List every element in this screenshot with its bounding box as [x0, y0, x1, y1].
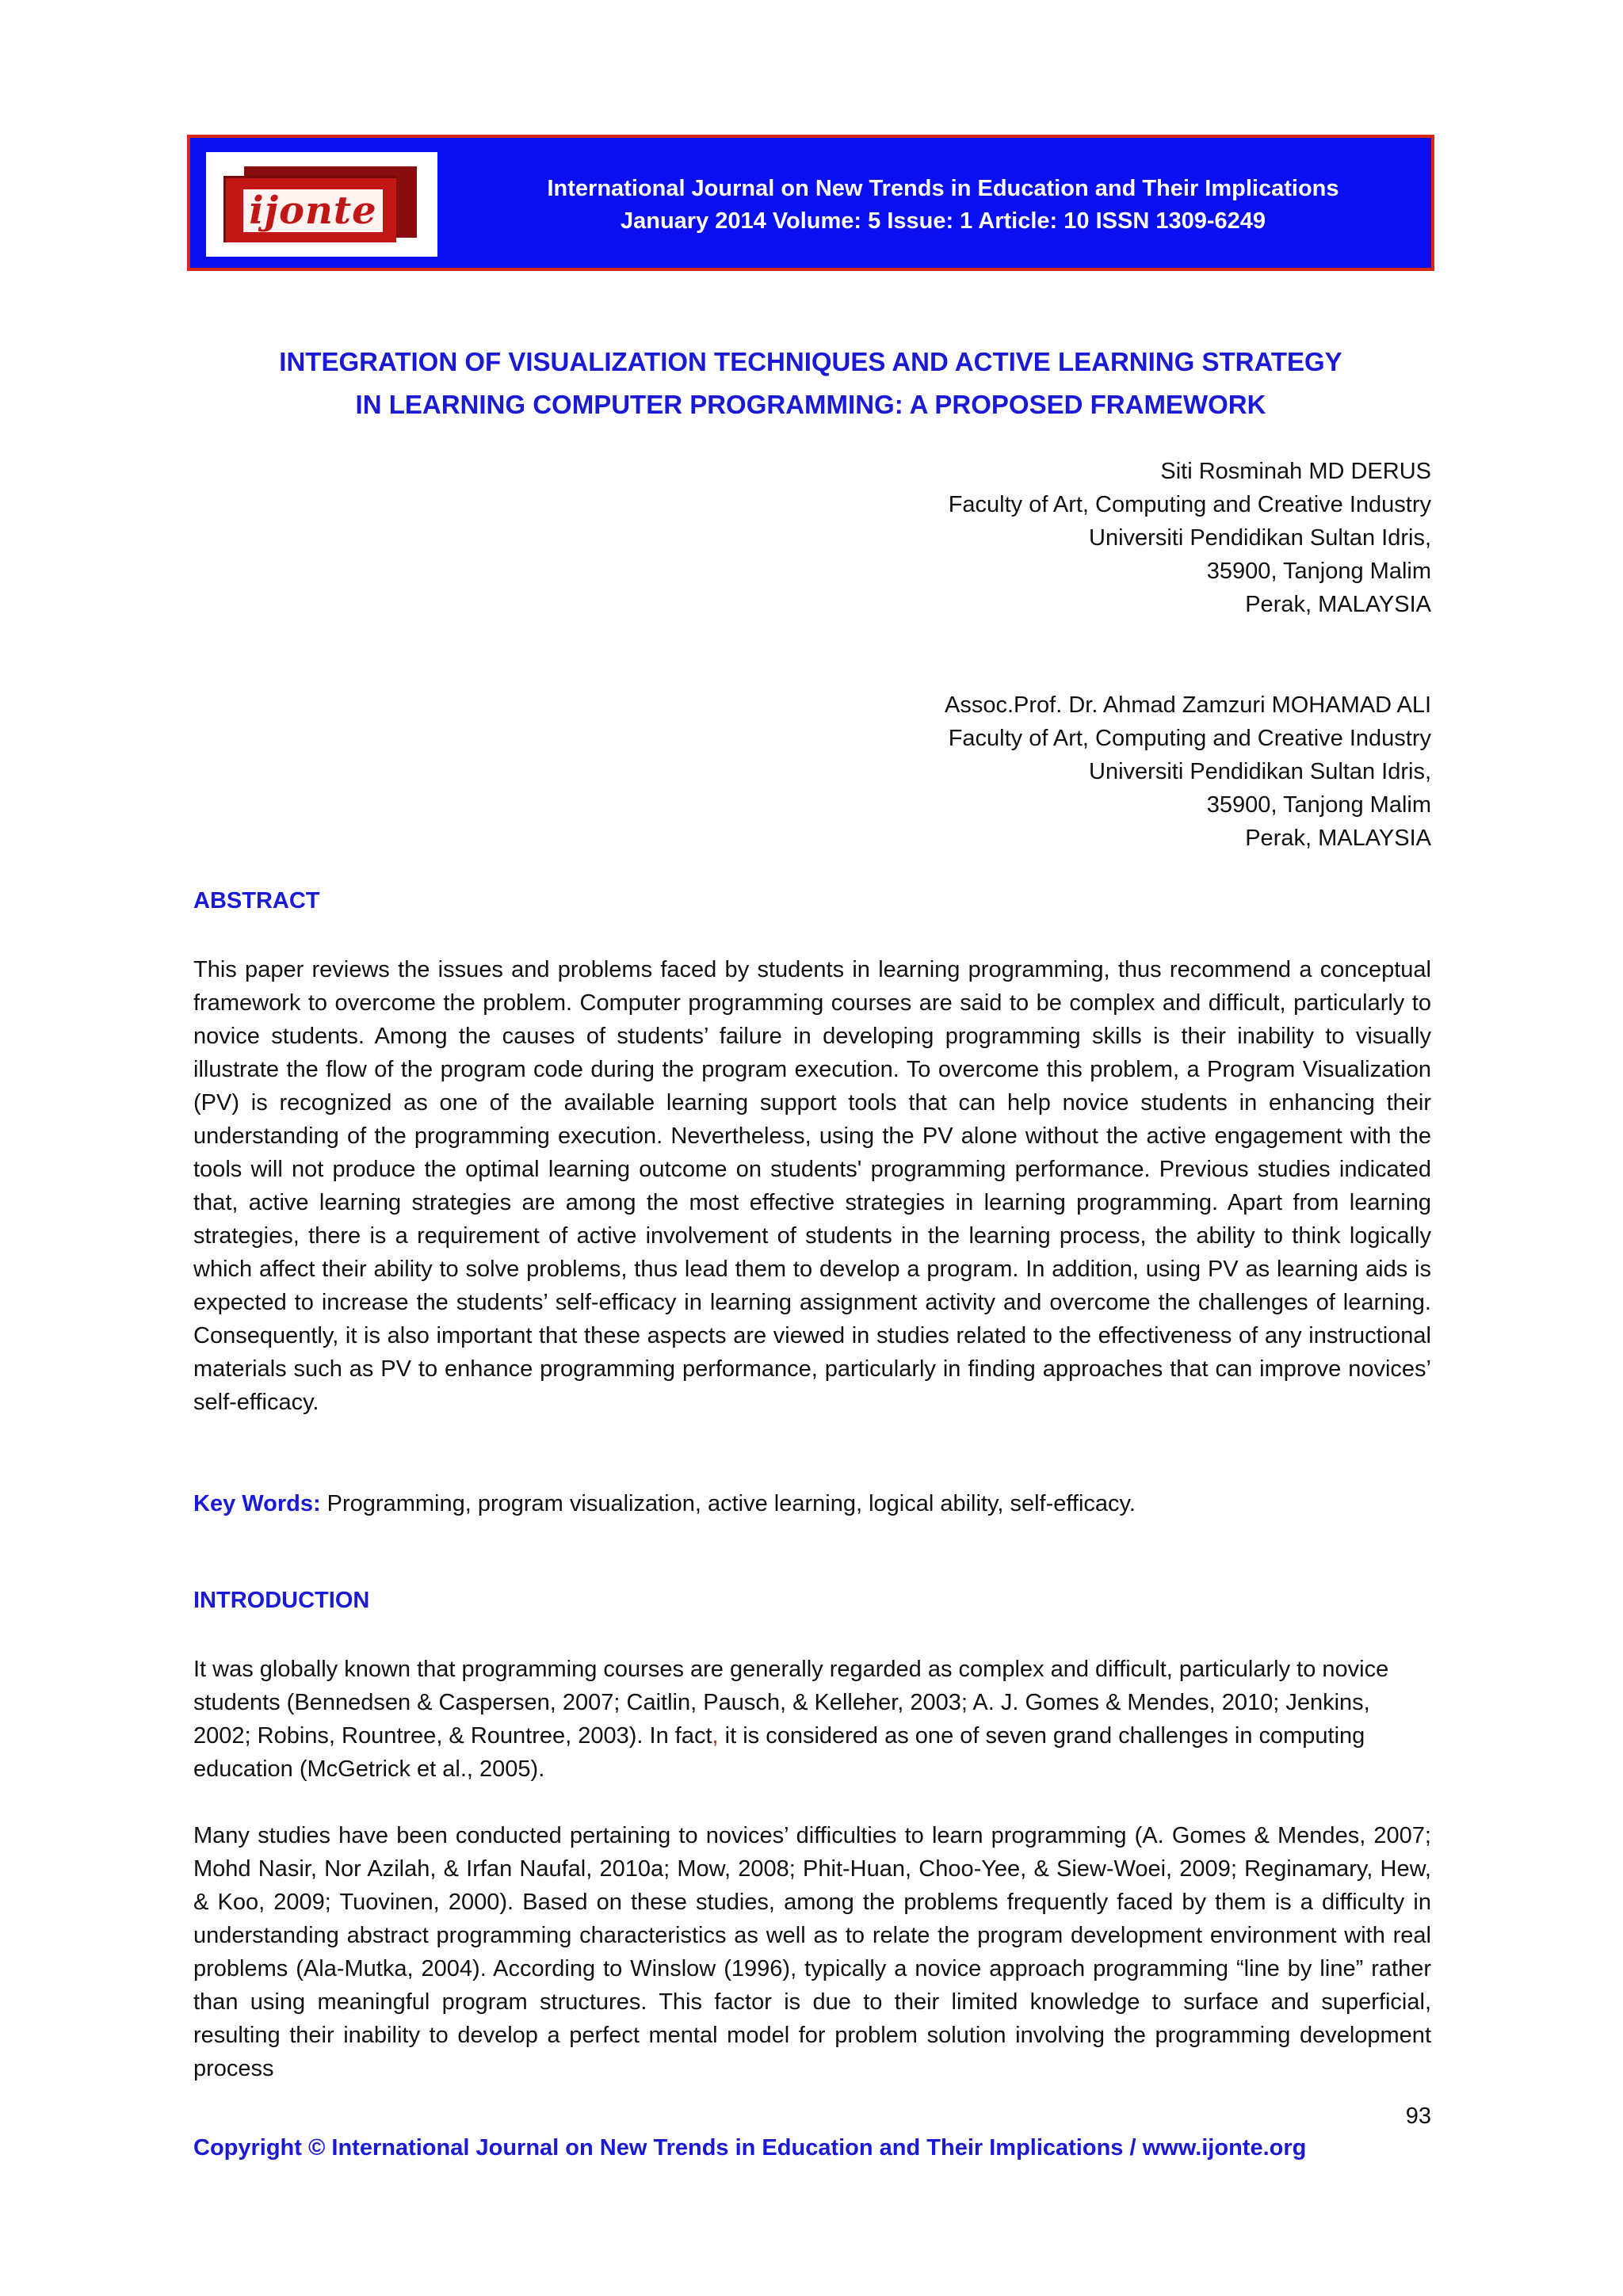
keywords-label: Key Words: [193, 1491, 321, 1516]
author-university: Universiti Pendidikan Sultan Idris, [1089, 525, 1431, 551]
keywords-text: Programming, program visualization, active learning, logical ability, self-efficacy. [320, 1491, 1136, 1516]
author-block-2 [945, 688, 1431, 855]
intro-paragraph-2: Many studies have been conducted pertaining to novices’ difficulties to learn programming (A. Gomes & Mendes, 2007; Mohd Nasir, Nor Azilah, & Irfan Naufal, 2010a; Mow, 2008; Phit-Huan, Choo-Yee, & Siew-Woei, 2009; Reginamary, Hew, & Koo, 2009; Tuovinen, 2000). Based on these studies, among the problems frequently faced by them is a difficulty in understanding abstract programming characteristics as well as to relate the program development environment with real problems (Ala-Mutka, 2004). According to Winslow (1996), typically a novice approach programming “line by line” rather than using meaningful program structures. This factor is due to their limited knowledge to surface and superficial, resulting their inability to develop a perfect mental model for problem solution involving the programming development process [193, 1823, 1431, 2081]
journal-logo [206, 152, 437, 257]
author-country: Perak, MALAYSIA [1245, 592, 1431, 617]
title-line-1: INTEGRATION OF VISUALIZATION TECHNIQUES AND ACTIVE LEARNING STRATEGY [279, 347, 1342, 376]
author-university: Universiti Pendidikan Sultan Idris, [1089, 759, 1431, 784]
keywords [193, 1487, 1431, 1520]
footer-copyright: Copyright © International Journal on New Trends in Education and Their Implications / www.ijonte.org [193, 2135, 1307, 2161]
title-line-2: IN LEARNING COMPUTER PROGRAMMING: A PROPOSED FRAMEWORK [355, 390, 1266, 419]
author-name: Assoc.Prof. Dr. Ahmad Zamzuri MOHAMAD ALI [945, 692, 1431, 718]
logo-text: ijonte [249, 189, 377, 233]
introduction-heading: INTRODUCTION [193, 1588, 370, 1613]
intro-p1-part-b: it is considered as one of seven grand challenges in computing education (McGetrick et al., 2005). [193, 1723, 1365, 1782]
logo-plate [223, 176, 396, 242]
page-number: 93 [1405, 2103, 1431, 2129]
author-name: Siti Rosminah MD DERUS [1160, 459, 1431, 484]
author-postcode: 35900, Tanjong Malim [1206, 792, 1431, 818]
issue-info: January 2014 Volume: 5 Issue: 1 Article: 10 ISSN 1309-6249 [620, 208, 1266, 234]
author-country: Perak, MALAYSIA [1245, 826, 1431, 851]
intro-paragraph-1 [193, 1653, 1431, 1786]
intro-p1-comma: , [712, 1723, 719, 1749]
journal-banner [187, 135, 1434, 271]
author-faculty: Faculty of Art, Computing and Creative Industry [948, 726, 1431, 751]
author-faculty: Faculty of Art, Computing and Creative Industry [948, 492, 1431, 517]
abstract-heading: ABSTRACT [193, 888, 320, 913]
author-block-1 [949, 455, 1431, 621]
author-postcode: 35900, Tanjong Malim [1206, 559, 1431, 584]
abstract-text: This paper reviews the issues and problems faced by students in learning programming, thus recommend a conceptual framework to overcome the problem. Computer programming courses are said to be complex and difficult, particularly to novice students. Among the causes of students’ failure in developing programming skills is their inability to visually illustrate the flow of the program code during the program execution. To overcome this problem, a Program Visualization (PV) is recognized as one of the available learning support tools that can help novice students in enhancing their understanding of the programming execution. Nevertheless, using the PV alone without the active engagement with the tools will not produce the optimal learning outcome on students' programming performance. Previous studies indicated that, active learning strategies are among the most effective strategies in learning programming. Apart from learning strategies, there is a requirement of active involvement of students in the learning process, the ability to think logically which affect their ability to solve problems, thus lead them to develop a program. In addition, using PV as learning aids is expected to increase the students’ self-efficacy in learning assignment activity and overcome the challenges of learning. Consequently, it is also important that these aspects are viewed in studies related to the effectiveness of any instructional materials such as PV to enhance programming performance, particularly in finding approaches that can improve novices’ self-efficacy. [193, 957, 1431, 1415]
intro-p1-part-a: It was globally known that programming courses are generally regarded as complex and difficult, particularly to novice students (Bennedsen & Caspersen, 2007; Caitlin, Pausch, & Kelleher, 2003; A. J. Gomes & Mendes, 2010; Jenkins, 2002; Robins, Rountree, & Rountree, 2003). In fact [193, 1657, 1389, 1749]
paper-title [187, 341, 1434, 426]
journal-name: International Journal on New Trends in Education and Their Implications [547, 176, 1339, 201]
